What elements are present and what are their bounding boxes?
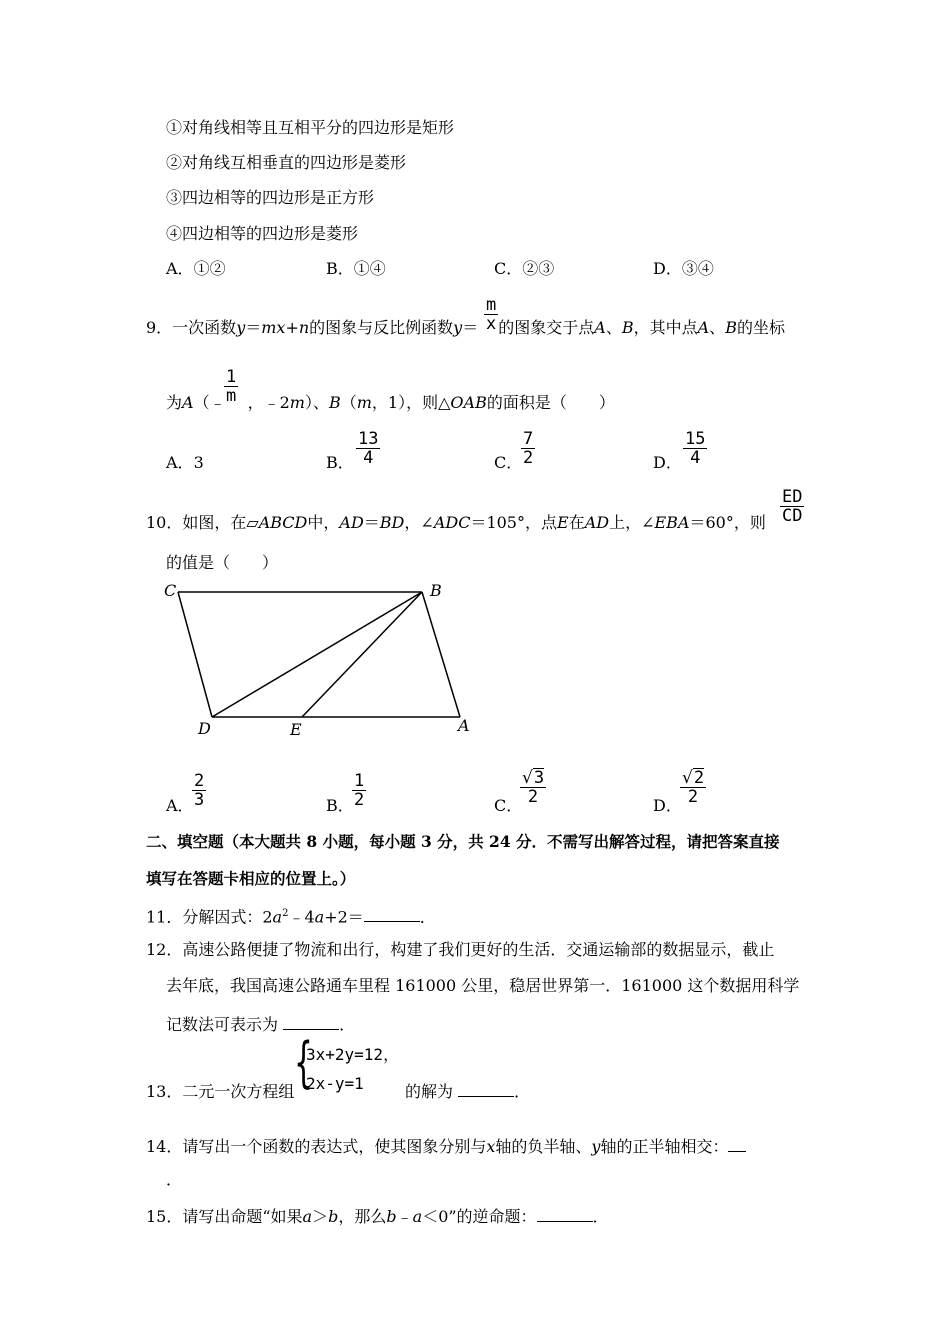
q8-option-c[interactable]: C．②③ bbox=[494, 259, 555, 278]
section2-heading-line1: 二、填空题（本大题共 8 小题，每小题 3 分，共 24 分．不需写出解答过程，请把答案直接 bbox=[146, 832, 780, 851]
label-b: B bbox=[430, 581, 442, 600]
q10-option-d-fraction: $\frac{√2}{2}$ bbox=[682, 768, 705, 807]
q13-answer-blank[interactable] bbox=[458, 1096, 514, 1097]
segment-eb bbox=[302, 592, 422, 717]
q13-equation-2: 2x-y=1 bbox=[306, 1074, 364, 1093]
q10-option-c-fraction: $\frac{√3}{2}$ bbox=[522, 768, 545, 807]
q11-answer-blank[interactable] bbox=[364, 921, 420, 922]
label-e: E bbox=[290, 720, 302, 739]
q12-line2: 去年底，我国高速公路通车里程 161000 公里，稳居世界第一．161000 这个数据用科学 bbox=[166, 976, 800, 995]
q8-option-d[interactable]: D．③④ bbox=[653, 259, 714, 278]
q8-option-b[interactable]: B．①④ bbox=[326, 259, 386, 278]
q10-stem-line1: 10．如图，在▱ABCD中，AD＝BD，∠ADC＝105°，点E在AD上，∠EBA＝60°，则 bbox=[146, 513, 766, 532]
q10-fraction-ed-over-cd: $\frac{ED}{CD}$ bbox=[782, 487, 803, 526]
q9-stem-line2: 为A（﹣ ，﹣2m）、B（m，1），则△OAB的面积是（ ） bbox=[166, 393, 615, 412]
q8-statement-4: ④四边相等的四边形是菱形 bbox=[166, 224, 359, 243]
segment-ba bbox=[422, 592, 460, 717]
section2-heading-line2: 填写在答题卡相应的位置上。） bbox=[146, 869, 356, 888]
q10-option-b-fraction: $\frac{1}{2}$ bbox=[354, 771, 365, 810]
q9-option-a[interactable]: A．3 bbox=[166, 453, 204, 472]
q13-brace: { bbox=[294, 1031, 313, 1094]
segment-db bbox=[212, 592, 422, 717]
q12-line1: 12．高速公路便捷了物流和出行，构建了我们更好的生活．交通运输部的数据显示，截止 bbox=[146, 940, 775, 959]
q10-stem-line2: 的值是（ ） bbox=[166, 553, 279, 572]
q14-line1: 14．请写出一个函数的表达式，使其图象分别与x轴的负半轴、y轴的正半轴相交： bbox=[146, 1137, 746, 1157]
q13-equation-1: 3x+2y=12， bbox=[306, 1045, 400, 1064]
q10-option-d[interactable]: D． bbox=[653, 796, 682, 815]
q15: 15．请写出命题“如果a＞b，那么b﹣a＜0”的逆命题： ． bbox=[146, 1207, 609, 1226]
q14-answer-blank[interactable] bbox=[728, 1151, 746, 1152]
q12-line3: 记数法可表示为 ． bbox=[166, 1015, 356, 1034]
q13-tail: 的解为 ． bbox=[405, 1082, 531, 1101]
q9-fraction-m-over-x: $\frac{m}{x}$ bbox=[486, 295, 497, 334]
q14-line2: ． bbox=[166, 1170, 183, 1189]
q8-option-a[interactable]: A．①② bbox=[166, 259, 226, 278]
q9-stem-line1: 9．一次函数y＝mx+n的图象与反比例函数y＝ 的图象交于点A、B，其中点A、B的坐标 bbox=[146, 318, 785, 337]
label-a: A bbox=[458, 716, 470, 735]
label-c: C bbox=[164, 581, 177, 600]
q9-option-d-fraction: $\frac{15}{4}$ bbox=[685, 429, 706, 468]
q10-parallelogram-figure bbox=[160, 578, 480, 740]
q10-option-a[interactable]: A． bbox=[166, 796, 194, 815]
q11: 11．分解因式：$2a^2﹣4a+2=$ ． bbox=[146, 907, 436, 927]
segment-cd bbox=[178, 592, 212, 717]
q15-answer-blank[interactable] bbox=[537, 1221, 593, 1222]
q13-label: 13．二元一次方程组 bbox=[146, 1082, 295, 1101]
q10-option-c[interactable]: C． bbox=[494, 796, 523, 815]
q8-statement-1: ①对角线相等且互相平分的四边形是矩形 bbox=[166, 118, 455, 137]
q10-option-b[interactable]: B． bbox=[326, 796, 354, 815]
q9-option-c[interactable]: C． bbox=[494, 453, 523, 472]
q9-option-b-fraction: $\frac{13}{4}$ bbox=[358, 429, 379, 468]
label-d: D bbox=[198, 719, 211, 738]
q8-statement-3: ③四边相等的四边形是正方形 bbox=[166, 188, 375, 207]
q9-fraction-1-over-m: $\frac{1}{m}$ bbox=[226, 367, 237, 406]
q8-statement-2: ②对角线互相垂直的四边形是菱形 bbox=[166, 153, 407, 172]
q9-option-c-fraction: $\frac{7}{2}$ bbox=[523, 429, 534, 468]
q12-answer-blank[interactable] bbox=[283, 1029, 339, 1030]
q9-option-d[interactable]: D． bbox=[653, 453, 682, 472]
q9-option-b[interactable]: B． bbox=[326, 453, 354, 472]
q10-option-a-fraction: $\frac{2}{3}$ bbox=[194, 771, 205, 810]
